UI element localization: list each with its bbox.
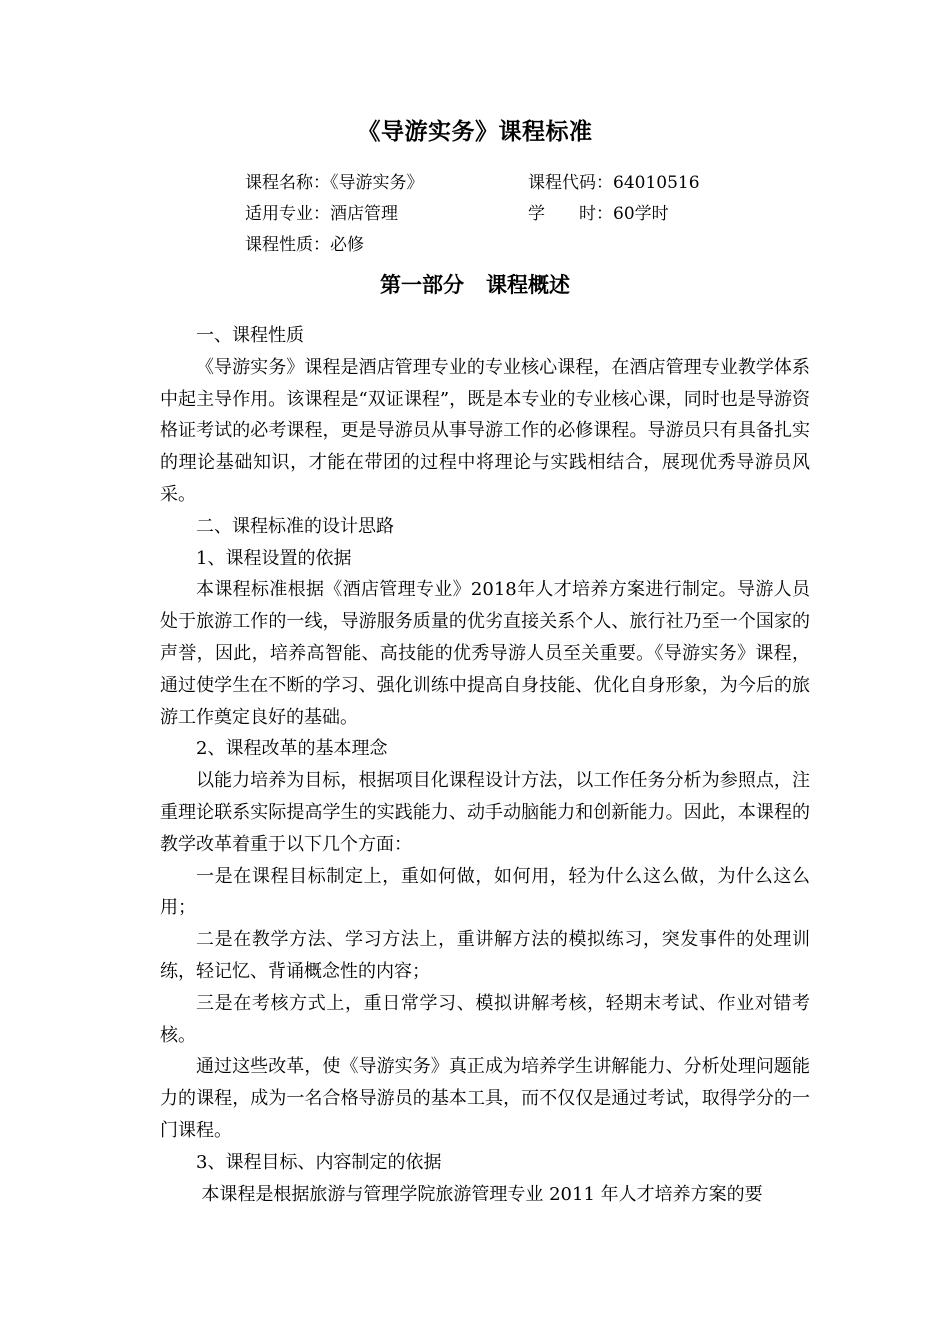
paragraph: 本课程是根据旅游与管理学院旅游管理专业 2011 年人才培养方案的要 — [201, 1183, 763, 1205]
heading-design-idea: 二、课程标准的设计思路 — [196, 515, 394, 537]
paragraph: 《导游实务》课程是酒店管理专业的专业核心课程，在酒店管理专业教学体系中起主导作用。该课程是“双证课程”，既是本专业的专业核心课，同时也是导游资格证考试的必考课程，更是导游员从事导游工作的必修课程。导游员只有具备扎实的理论基础知识，才能在带团的过程中将理论与实践相结合，展现优秀导游员风采。 — [160, 356, 810, 505]
subheading-objectives-basis: 3、课程目标、内容制定的依据 — [196, 1151, 442, 1173]
subheading-basis: 1、课程设置的依据 — [196, 547, 352, 569]
section-heading — [0, 270, 950, 300]
paragraph: 以能力培养为目标，根据项目化课程设计方法，以工作任务分析为参照点，注重理论联系实际提高学生的实践能力、动手动脑能力和创新能力。因此，本课程的教学改革着重于以下几个方面： — [160, 770, 810, 855]
paragraph: 二是在教学方法、学习方法上，重讲解方法的模拟练习，突发事件的处理训练，轻记忆、背诵概念性的内容； — [160, 929, 810, 982]
meta-major — [245, 202, 398, 226]
meta-nature — [245, 233, 364, 257]
meta-course-name-value: 《导游实务》 — [330, 173, 424, 193]
meta-hours — [528, 202, 669, 226]
meta-course-name — [245, 171, 424, 195]
section-title: 课程概述 — [486, 272, 570, 297]
meta-course-code — [528, 171, 700, 195]
meta-hours-label: 学 时： — [528, 204, 613, 224]
meta-course-name-label: 课程名称： — [245, 173, 330, 193]
meta-hours-value: 60学时 — [613, 204, 669, 224]
paragraph: 三是在考核方式上，重日常学习、模拟讲解考核，轻期末考试、作业对错考核。 — [160, 992, 810, 1046]
section-number: 第一部分 — [380, 272, 464, 297]
meta-major-value: 酒店管理 — [330, 204, 398, 224]
subheading-reform-idea: 2、课程改革的基本理念 — [196, 738, 388, 760]
meta-nature-value: 必修 — [330, 235, 364, 255]
document-title: 《导游实务》课程标准 — [357, 118, 593, 145]
meta-nature-label: 课程性质： — [245, 235, 330, 255]
meta-course-code-value: 64010516 — [613, 173, 700, 193]
body-text — [160, 320, 810, 1210]
meta-major-label: 适用专业： — [245, 204, 330, 224]
paragraph: 通过这些改革，使《导游实务》真正成为培养学生讲解能力、分析处理问题能力的课程，成为一名合格导游员的基本工具，而不仅仅是通过考试，取得学分的一门课程。 — [160, 1056, 810, 1141]
paragraph: 本课程标准根据《酒店管理专业》2018年人才培养方案进行制定。导游人员处于旅游工作的一线，导游服务质量的优劣直接关系个人、旅行社乃至一个国家的声誉，因此，培养高智能、高技能的优秀导游人员至关重要。《导游实务》课程，通过使学生在不断的学习、强化训练中提高自身技能、优化自身形象，为今后的旅游工作奠定良好的基础。 — [160, 579, 810, 728]
paragraph: 一是在课程目标制定上，重如何做，如何用，轻为什么这么做，为什么这么用； — [160, 865, 810, 919]
meta-course-code-label: 课程代码： — [528, 173, 613, 193]
heading-course-nature: 一、课程性质 — [196, 325, 304, 346]
